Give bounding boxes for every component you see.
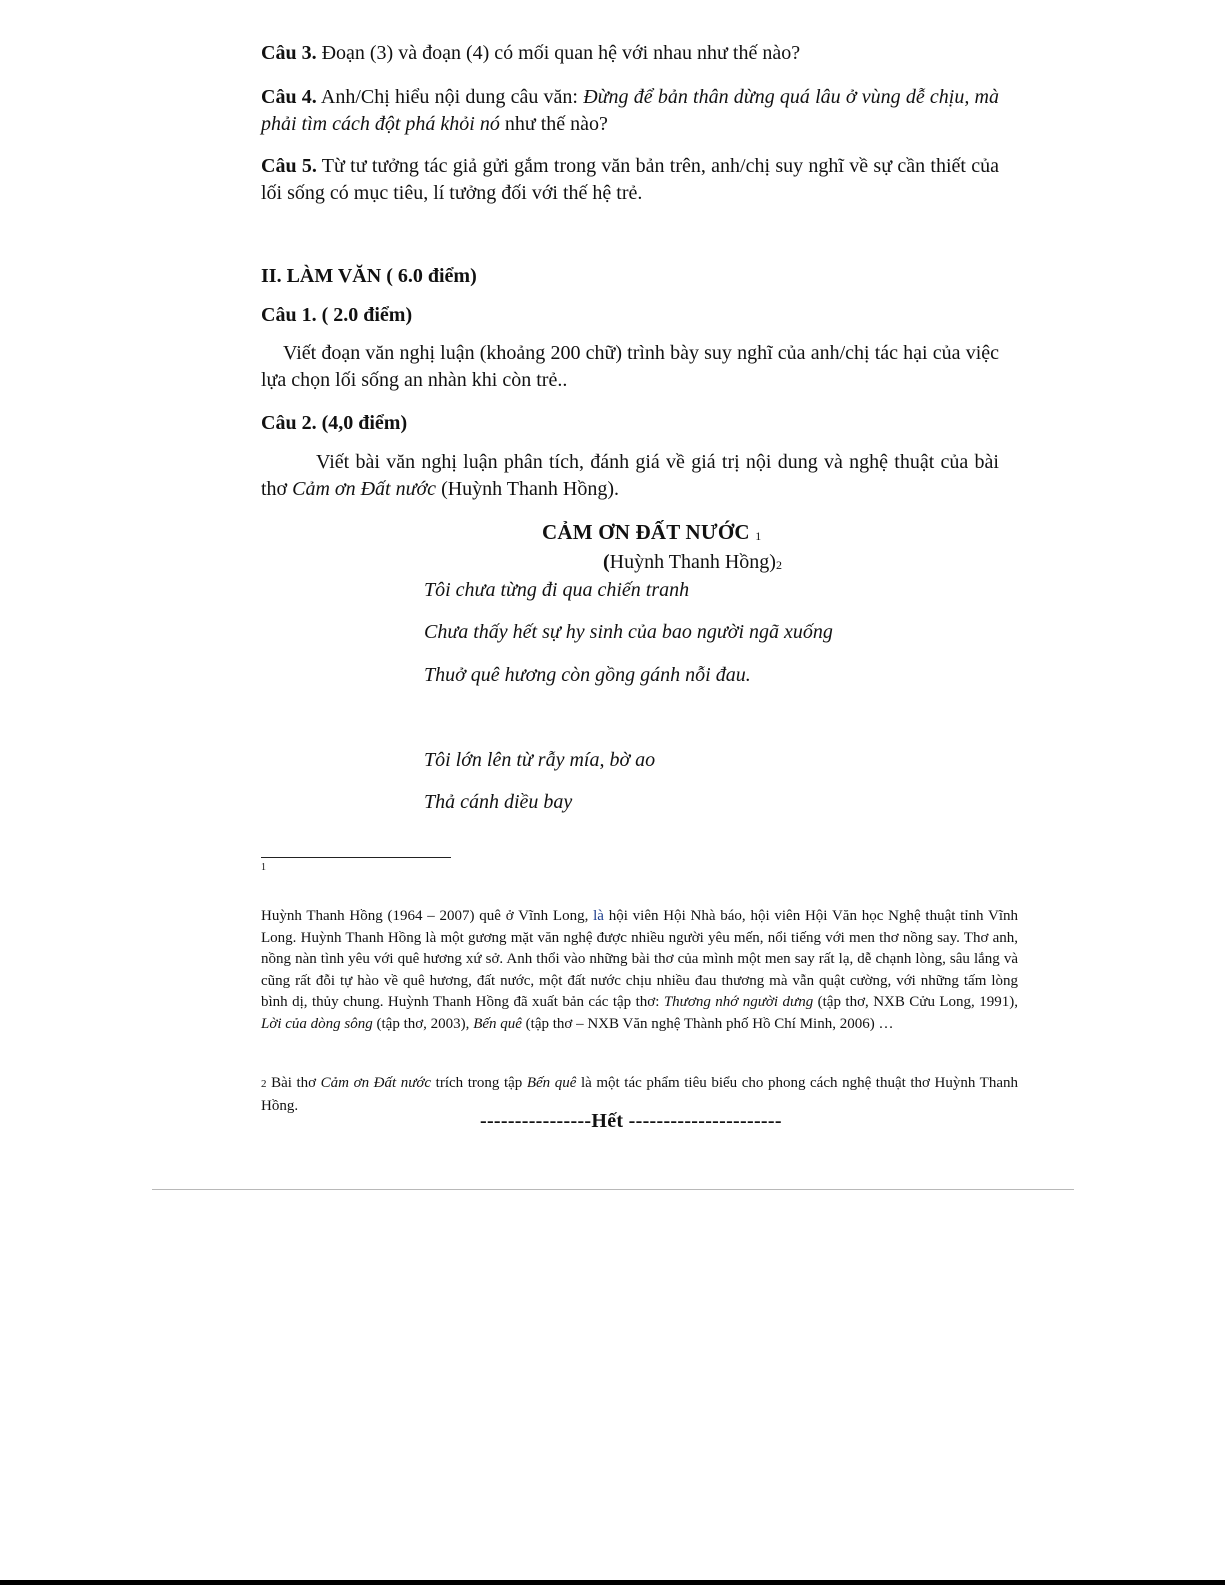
poem-line: Tôi lớn lên từ rẫy mía, bờ ao xyxy=(424,749,656,771)
footnote-separator xyxy=(261,857,451,858)
footnote-ref-1: 1 xyxy=(755,529,762,543)
question-4-label: Câu 4. xyxy=(261,86,317,108)
footnote-2-text: Bài thơ xyxy=(266,1075,321,1091)
essay-2-poem-title: Cảm ơn Đất nước xyxy=(292,478,437,500)
essay-2-text-end: (Huỳnh Thanh Hồng). xyxy=(436,478,620,500)
poem-author xyxy=(603,551,782,574)
footnote-1-text: hội viên Hội Nhà báo, hội viên Hội Văn học Nghệ thuật tỉnh Vĩnh Long. Huỳnh Thanh Hồng là một gương mặt văn nghệ được nhiều người yêu mến, nổi tiếng với men thơ nồng say. Thơ anh, nồng nàn tình yêu với quê hương xứ sở. Anh thổi vào những bài thơ của mình một men say rất lạ, dễ chạnh lòng, sâu lắng và cũng rất đỗi tự hào về quê hương, đất nước, một đất nước chịu nhiều đau thương mà vẫn quật cường, với những tấm lòng bình dị, thủy chung. Huỳnh Thanh Hồng đã xuất bản các tập thơ: xyxy=(261,908,1019,1010)
poem-line: Thuở quê hương còn gồng gánh nỗi đau. xyxy=(424,664,751,686)
poem-title xyxy=(542,520,761,545)
question-3 xyxy=(261,40,999,67)
footnote-2-text: là một tác phẩm tiêu biểu cho phong cách nghệ thuật thơ Huỳnh Thanh Hồng. xyxy=(261,1075,1019,1114)
essay-1-label: Câu 1. ( 2.0 điểm) xyxy=(261,304,413,326)
question-5 xyxy=(261,153,999,207)
question-3-text: Đoạn (3) và đoạn (4) có mối quan hệ với nhau như thế nào? xyxy=(316,42,801,64)
poem-line: Chưa thấy hết sự hy sinh của bao người ngã xuống xyxy=(424,621,833,643)
essay-2-label: Câu 2. (4,0 điểm) xyxy=(261,412,408,434)
footnote-ref-2: 2 xyxy=(775,558,782,572)
page-divider xyxy=(152,1189,1074,1190)
footnote-1-text: (tập thơ – NXB Văn nghệ Thành phố Hồ Chí Minh, 2006) … xyxy=(521,1015,894,1032)
section-2-heading: II. LÀM VĂN ( 6.0 điểm) xyxy=(261,265,477,287)
footnote-1-text: (tập thơ, 2003), xyxy=(372,1015,474,1032)
footnote-2-text: trích trong tập xyxy=(431,1075,527,1091)
poem-line: Thả cánh diều bay xyxy=(424,791,573,813)
footnote-1-book-title: Thương nhớ người dưng xyxy=(663,994,814,1010)
footnote-2-poem-title: Cảm ơn Đất nước xyxy=(320,1075,432,1091)
essay-2-text: Viết bài văn nghị luận phân tích, đánh giá về giá trị nội dung và nghệ thuật của bài thơ xyxy=(261,451,999,500)
footnote-1-mark: 1 xyxy=(261,862,266,873)
poem-title-text: CẢM ƠN ĐẤT NƯỚC xyxy=(542,520,750,544)
footnote-2-mark: 2 xyxy=(261,1078,267,1090)
footnote-1 xyxy=(261,906,1018,1035)
essay-2-prompt xyxy=(261,449,999,503)
footnote-1-text: (tập thơ, NXB Cửu Long, 1991), xyxy=(813,994,1018,1010)
bottom-edge-bar xyxy=(0,1580,1225,1585)
poem-author-paren: ( xyxy=(603,551,610,573)
question-4-text: Anh/Chị hiểu nội dung câu văn: xyxy=(316,86,584,108)
end-mark: ----------------Hết ---------------------- xyxy=(480,1110,782,1132)
poem-author-name: Huỳnh Thanh Hồng) xyxy=(609,551,776,573)
question-4-quote: Đừng để bản thân dừng quá lâu ở vùng dễ chịu, mà phải tìm cách đột phá khỏi nó xyxy=(261,86,999,135)
question-4 xyxy=(261,84,999,138)
essay-1-prompt: Viết đoạn văn nghị luận (khoảng 200 chữ) trình bày suy nghĩ của anh/chị tác hại của việc lựa chọn lối sống an nhàn khi còn trẻ.. xyxy=(261,342,999,391)
footnote-1-book-title: Bến quê xyxy=(473,1015,522,1032)
footnote-1-text: Huỳnh Thanh Hồng (1964 – 2007) quê ở Vĩnh Long, xyxy=(261,908,594,924)
question-3-label: Câu 3. xyxy=(261,42,317,64)
footnote-1-highlight: là xyxy=(593,908,604,924)
footnote-1-book-title: Lời của dòng sông xyxy=(261,1015,373,1032)
poem-line: Tôi chưa từng đi qua chiến tranh xyxy=(424,579,690,601)
question-5-label: Câu 5. xyxy=(261,155,317,177)
question-4-text-end: như thế nào? xyxy=(499,113,608,135)
footnote-2-collection-title: Bến quê xyxy=(526,1075,577,1091)
question-5-text: Từ tư tưởng tác giả gửi gắm trong văn bản trên, anh/chị suy nghĩ về sự cần thiết của lối sống có mục tiêu, lí tưởng đối với thế hệ trẻ. xyxy=(261,155,999,204)
